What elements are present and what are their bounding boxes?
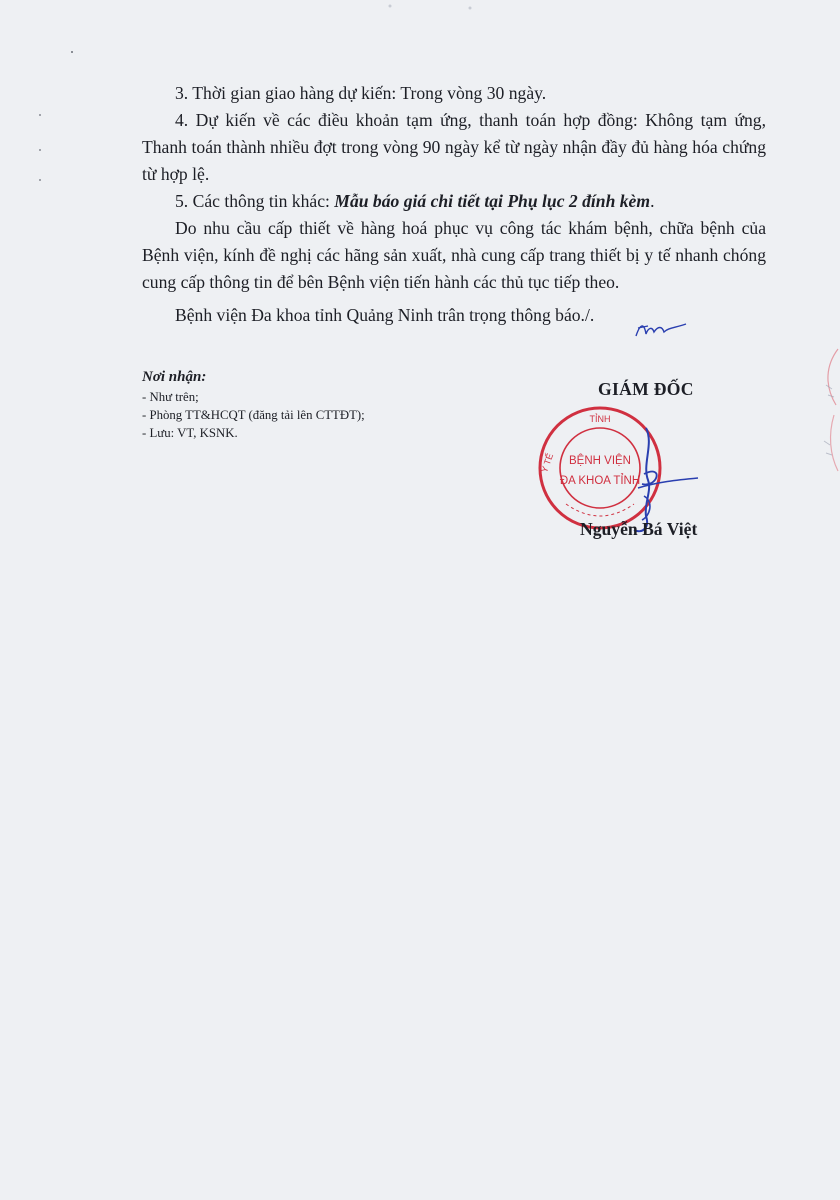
signer-name: Nguyễn Bá Việt [580, 519, 698, 539]
item-payment-terms: 4. Dự kiến về các điều khoản tạm ứng, thanh toán hợp đồng: Không tạm ứng, Thanh toán thành nhiều đợt trong vòng 90 ngày kể từ ngày nhận đầy đủ hàng hóa chứng từ hợp lệ. [142, 110, 766, 184]
recipients-block [142, 368, 462, 442]
stamp-ring-left: Y TẾ [539, 452, 556, 474]
recipient-item: - Như trên; [142, 390, 199, 404]
item-other-info [142, 188, 766, 215]
item-delivery-time: 3. Thời gian giao hàng dự kiến: Trong vòng 30 ngày. [175, 83, 547, 103]
signer-title: GIÁM ĐỐC [598, 379, 694, 399]
item-other-info-emphasis: Mẫu báo giá chi tiết tại Phụ lục 2 đính kèm [334, 191, 651, 211]
request-paragraph: Do nhu cầu cấp thiết về hàng hoá phục vụ công tác khám bệnh, chữa bệnh của Bệnh viện, kính đề nghị các hãng sản xuất, nhà cung cấp trang thiết bị y tế nhanh chóng cung cấp thông tin để bên Bệnh viện tiến hành các thủ tục tiếp theo. [142, 218, 766, 292]
closing-line: Bệnh viện Đa khoa tỉnh Quảng Ninh trân trọng thông báo./. [175, 305, 595, 325]
stamp-line-1: BỆNH VIỆN [569, 455, 631, 467]
recipient-item: - Phòng TT&HCQT (đăng tải lên CTTĐT); [142, 408, 365, 422]
recipient-item: - Lưu: VT, KSNK. [142, 426, 238, 440]
stamp-line-2: ĐA KHOA TỈNH [559, 475, 641, 487]
item-other-info-prefix: 5. Các thông tin khác: [175, 191, 335, 211]
stamp-ring-top: TỈNH [589, 414, 611, 424]
recipients-heading: Nơi nhận: [142, 369, 207, 385]
handwritten-initials [634, 318, 688, 342]
document-body [142, 80, 766, 329]
bleed-through-marks [812, 345, 840, 475]
item-other-info-suffix: . [650, 191, 655, 211]
